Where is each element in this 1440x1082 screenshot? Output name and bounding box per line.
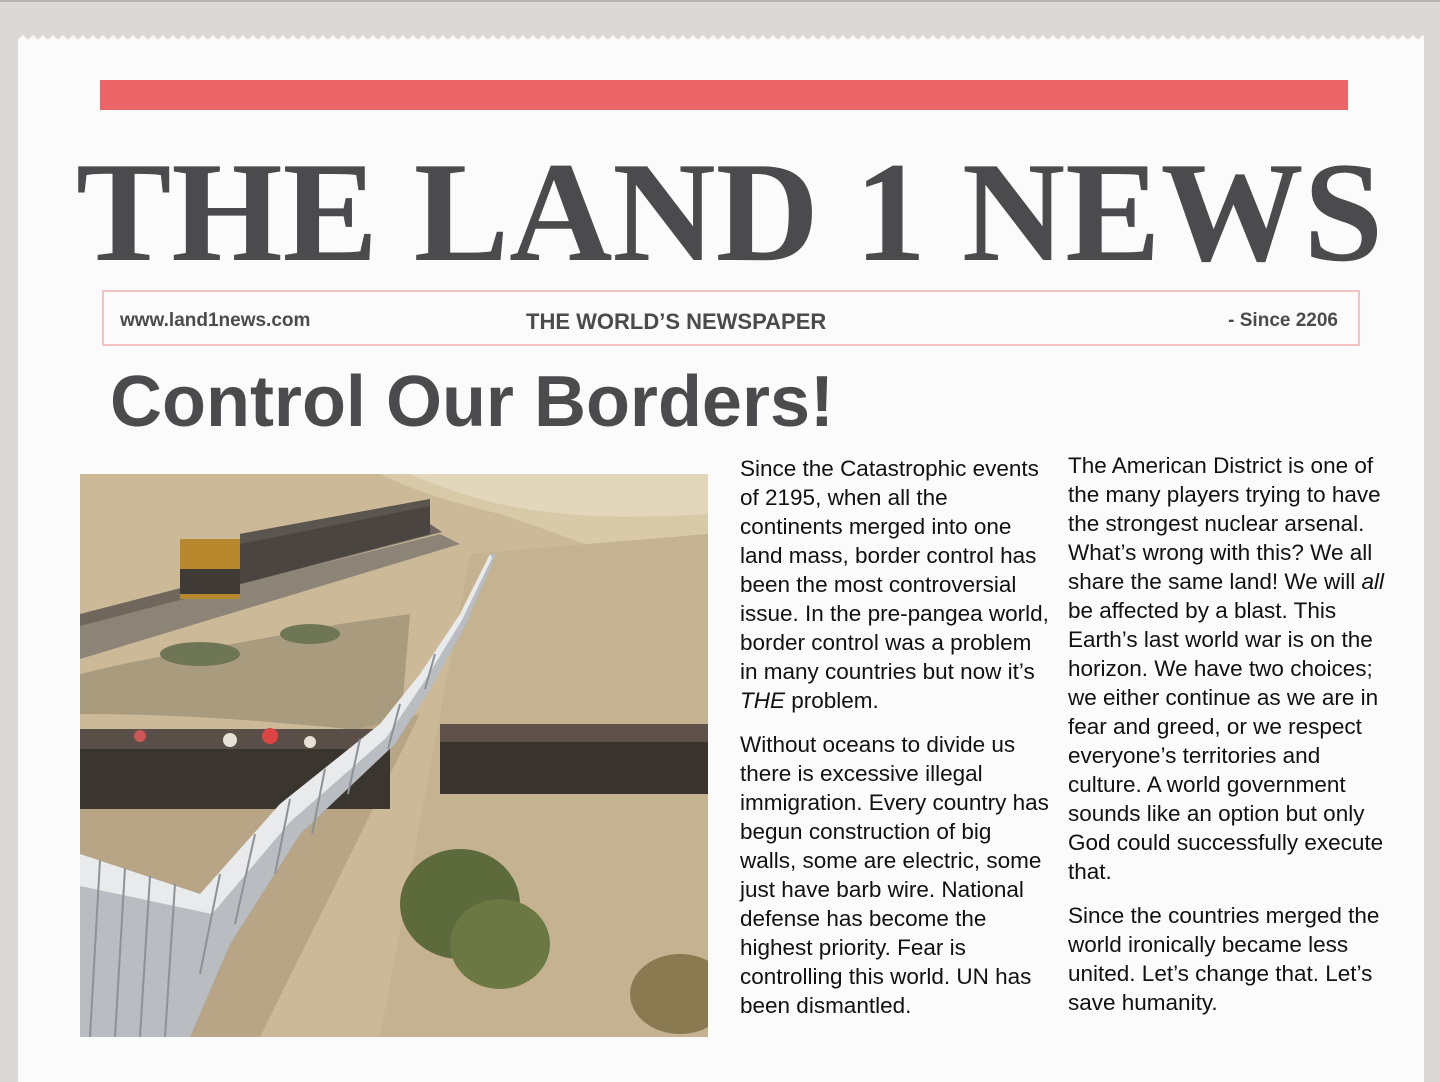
tagline: THE WORLD’S NEWSPAPER [526,309,827,334]
accent-bar [100,80,1348,110]
torn-edge [18,30,1424,40]
col2-p1-end: be affected by a blast. This Earth’s last world war is on the horizon. We have two choices; we either continue as we are in fear and greed, or we respect everyone’s territories and culture. A world government sounds like an option but only God could successfully execute that. [1068,598,1384,884]
website-url: www.land1news.com [120,310,311,331]
column-2-paragraph-1 [1068,451,1386,886]
col1-p1-emphasis: THE [740,688,785,713]
article-column-1 [740,454,1052,1035]
column-1-paragraph-1 [740,454,1052,715]
masthead-info-bar [102,290,1360,346]
col1-p1-text: Since the Catastrophic events of 2195, when all the continents merged into one land mass, border control has been the most controversial issue. In the pre-pangea world, border control was a problem in many countries but now it’s [740,456,1049,684]
article-column-2 [1068,451,1386,1032]
column-2-paragraph-2: Since the countries merged the world ironically became less united. Let’s change that. Let’s save humanity. [1068,903,1380,1015]
window-top-line [0,0,1440,2]
since-date: - Since 2206 [1228,310,1338,331]
col2-p1-emphasis: all [1361,569,1384,594]
border-wall-photo [80,474,708,1037]
article-headline: Control Our Borders! [110,362,835,442]
col2-p1-text: The American District is one of the many players trying to have the strongest nuclear arsenal. What’s wrong with this? We all share the same land! We will [1068,453,1381,594]
column-1-paragraph-2: Without oceans to divide us there is excessive illegal immigration. Every country has begun construction of big walls, some are electric, some just have barb wire. National defense has become the highest priority. Fear is controlling this world. UN has been dismantled. [740,732,1049,1018]
masthead-title: THE LAND 1 NEWS [76,133,1384,291]
col1-p1-end: problem. [785,688,879,713]
